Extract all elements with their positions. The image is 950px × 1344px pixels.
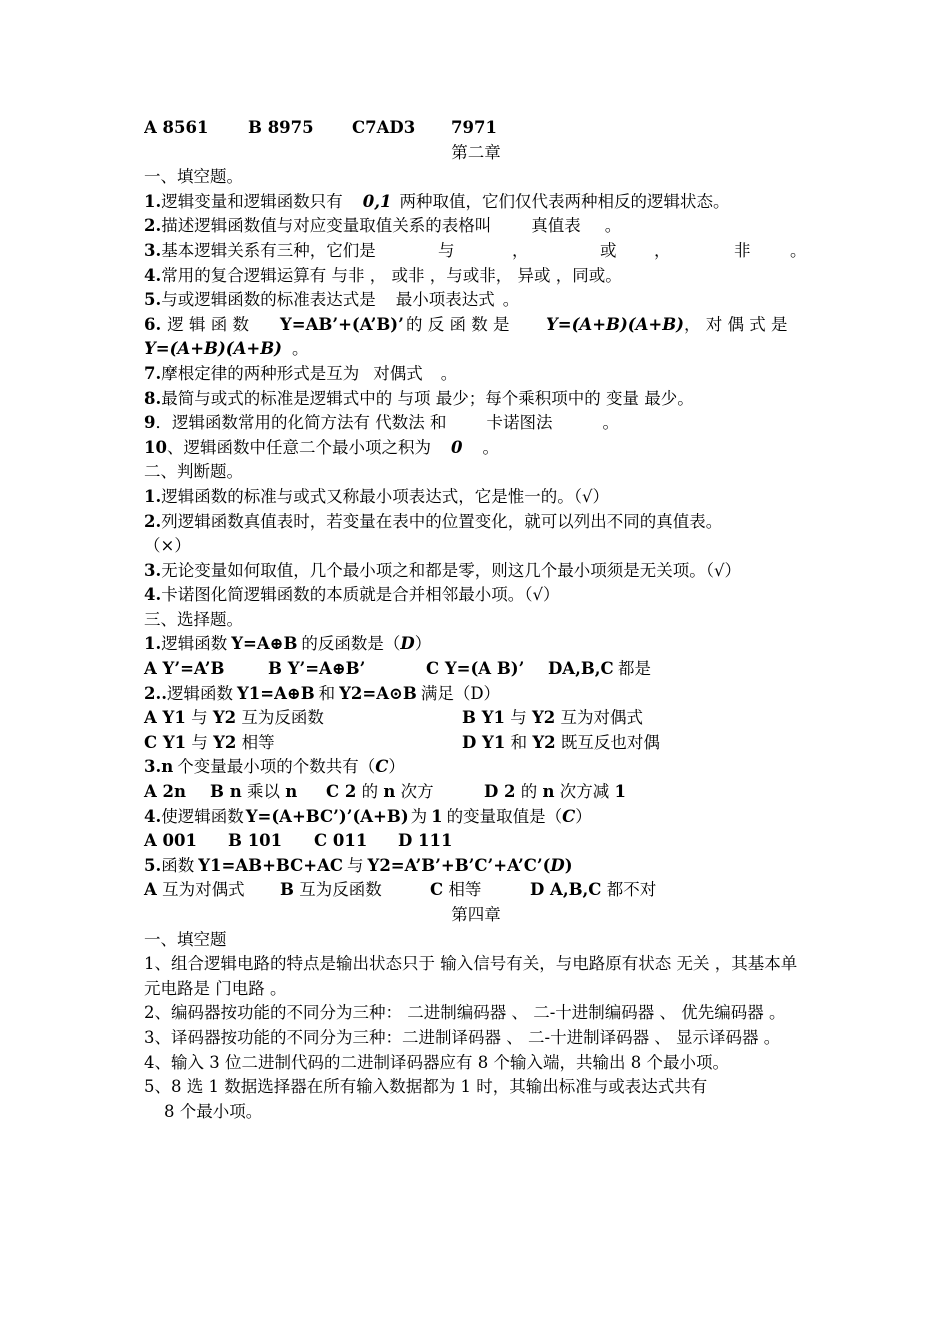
fill-q10: 10、逻辑函数中任意二个最小项之积为 0 。 — [144, 437, 499, 457]
judge-q4: 4.卡诺图化简逻辑函数的本质就是合并相邻最小项。（√） — [144, 585, 560, 605]
choice-q4: 4.使逻辑函数 Y=(A+BC’)’(A+B) 为 1 的变量取值是（C） — [144, 806, 592, 826]
choice-q5-options: A 互为对偶式 B 互为反函数 C 相等 D A,B,C 都不对 — [144, 880, 657, 900]
choice-q2-options-cd: C Y1 与 Y2 相等 D Y1 和 Y2 既互反也对偶 — [144, 732, 660, 752]
chapter-4-title: 第四章 — [451, 905, 501, 924]
fill-q5: 5.与或逻辑函数的标准表达式是 最小项表达式 。 — [144, 290, 520, 310]
choice-heading: 三、选择题。 — [144, 609, 243, 629]
top-answer-row — [144, 116, 808, 141]
document-page — [144, 116, 808, 1124]
ch4-fill-heading: 一、填空题 — [144, 929, 227, 949]
fill-q7: 7.摩根定律的两种形式是互为 对偶式 。 — [144, 363, 458, 383]
choice-q5: 5.函数 Y1=AB+BC+AC 与 Y2=A’B’+B’C’+A’C’(D) — [144, 855, 573, 875]
ch4-q5: 5、8 选 1 数据选择器在所有输入数据都为 1 时，其输出标准与或表达式共有 — [144, 1077, 708, 1097]
fill-q9: 9．逻辑函数常用的化简方法有 代数法 和 卡诺图法 。 — [144, 413, 619, 433]
choice-q3: 3.n 个变量最小项的个数共有（C） — [144, 757, 405, 777]
fill-q3: 3.基本逻辑关系有三种，它们是 与 ， 或 ， 非 。 — [144, 240, 807, 260]
answer-d: 7971 — [451, 118, 497, 137]
choice-q2: 2..逻辑函数 Y1=A⊕B 和 Y2=A⊙B 满足（D） — [144, 683, 501, 703]
fill-q4: 4.常用的复合逻辑运算有 与非 ， 或非 ，与或非， 异或 ，同或。 — [144, 265, 622, 285]
choice-q1-options: A Y’=A’B B Y’=A⊕B’ C Y=(A B)’ DA,B,C 都是 — [144, 659, 651, 679]
fill-q2: 2.描述逻辑函数值与对应变量取值关系的表格叫 真值表 。 — [144, 216, 622, 236]
fill-q6: 6. 逻 辑 函 数 Y=AB’+(A’B)’ 的 反 函 数 是 Y=(A+B)(A+B) ， 对 偶 式 是 — [144, 314, 788, 334]
judge-q2-cont: （×） — [144, 536, 191, 556]
judge-q2: 2.列逻辑函数真值表时，若变量在表中的位置变化，就可以列出不同的真值表。 — [144, 511, 723, 531]
fill-q1: 1.逻辑变量和逻辑函数只有 0,1 两种取值，它们仅代表两种相反的逻辑状态。 — [144, 191, 730, 211]
ch4-q2: 2、编码器按功能的不同分为三种： 二进制编码器 、 二-十进制编码器 、 优先编码器 。 — [144, 1003, 786, 1023]
choice-q4-options: A 001 B 101 C 011 D 111 — [144, 831, 453, 851]
chapter-2-title: 第二章 — [451, 142, 501, 162]
answer-a: A 8561 — [144, 118, 209, 137]
fill-heading: 一、填空题。 — [144, 167, 243, 187]
answer-c: C7AD3 — [352, 118, 416, 137]
choice-q2-options-ab: A Y1 与 Y2 互为反函数 B Y1 与 Y2 互为对偶式 — [144, 708, 643, 728]
judge-heading: 二、判断题。 — [144, 462, 243, 482]
judge-q3: 3.无论变量如何取值，几个最小项之和都是零，则这几个最小项须是无关项。（√） — [144, 560, 741, 580]
ch4-q4: 4、输入 3 位二进制代码的二进制译码器应有 8 个输入端，共输出 8 个最小项。 — [144, 1052, 729, 1072]
judge-q1: 1.逻辑函数的标准与或式又称最小项表达式，它是惟一的。（√） — [144, 486, 609, 506]
fill-q8: 8.最简与或式的标准是逻辑式中的 与项 最少；每个乘积项中的 变量 最少。 — [144, 388, 694, 408]
fill-q6-cont: Y=(A+B)(A+B) 。 — [144, 339, 309, 359]
ch4-q5-cont: 8 个最小项。 — [164, 1101, 263, 1121]
choice-q3-options: A 2n B n 乘以 n C 2 的 n 次方 D 2 的 n 次方减 1 — [144, 782, 627, 802]
ch4-q1: 1、组合逻辑电路的特点是输出状态只于 输入信号有关，与电路原有状态 无关 ，其基本单元电路是 门电路 。 — [144, 954, 798, 998]
choice-q1: 1.逻辑函数 Y=A⊕B 的反函数是（D） — [144, 634, 432, 654]
answer-b: B 8975 — [248, 118, 314, 137]
ch4-q3: 3、译码器按功能的不同分为三种：二进制译码器 、 二-十进制译码器 、 显示译码器 。 — [144, 1027, 781, 1047]
